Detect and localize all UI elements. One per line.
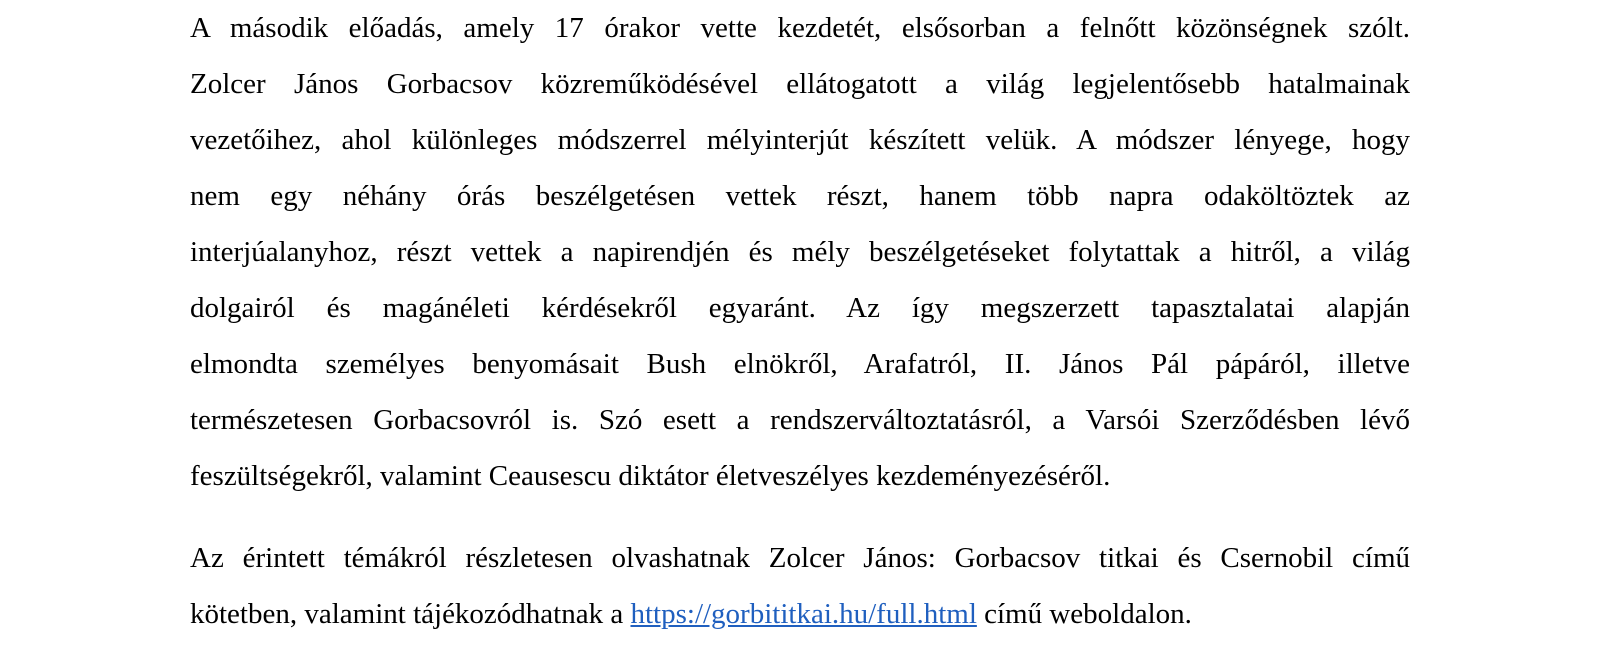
link-prefix-text: kötetben, valamint tájékozódhatnak a [190,598,631,630]
paragraph-2 [190,530,1410,642]
link-suffix-text: című weboldalon. [976,598,1192,630]
website-link[interactable]: https://gorbititkai.hu/full.html [630,598,977,630]
paragraph-line: dolgairól és magánéleti kérdésekről egyaránt. Az így megszerzett tapasztalatai alapján [190,292,1410,324]
paragraph-line: természetesen Gorbacsovról is. Szó esett a rendszerváltoztatásról, a Varsói Szerződésben lévő [190,404,1410,436]
paragraph-line: nem egy néhány órás beszélgetésen vettek részt, hanem több napra odaköltöztek az [190,180,1410,212]
paragraph-line: feszültségekről, valamint Ceausescu diktátor életveszélyes kezdeményezéséről. [190,460,1111,492]
paragraph-line-with-link [190,586,1410,642]
document-page [190,0,1410,642]
paragraph-line: A második előadás, amely 17 órakor vette kezdetét, elsősorban a felnőtt közönségnek szólt. [190,12,1410,44]
paragraph-line: Az érintett témákról részletesen olvashatnak Zolcer János: Gorbacsov titkai és Csernobil című [190,542,1410,574]
paragraph-line: elmondta személyes benyomásait Bush elnökről, Arafatról, II. János Pál pápáról, illetve [190,348,1410,380]
paragraph-1 [190,0,1410,504]
paragraph-line: vezetőihez, ahol különleges módszerrel mélyinterjút készített velük. A módszer lényege, hogy [190,124,1410,156]
paragraph-line: Zolcer János Gorbacsov közreműködésével ellátogatott a világ legjelentősebb hatalmainak [190,68,1410,100]
paragraph-line: interjúalanyhoz, részt vettek a napirendjén és mély beszélgetéseket folytattak a hitről, a világ [190,236,1410,268]
